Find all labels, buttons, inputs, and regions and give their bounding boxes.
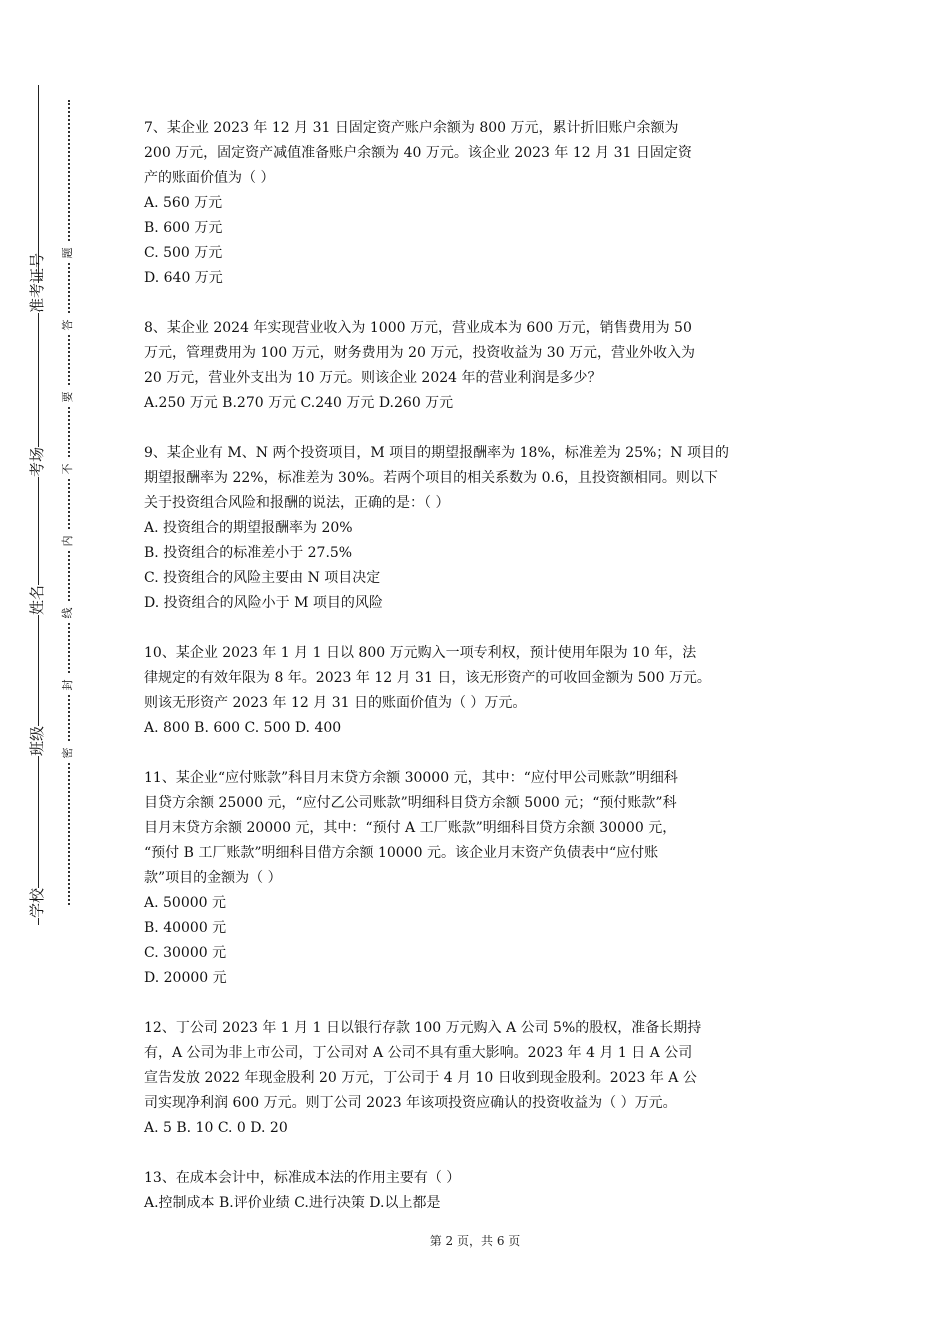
question-13 [144, 1166, 816, 1216]
margin-solid-line [38, 85, 39, 925]
margin-field-name: 姓名 [22, 585, 52, 615]
option-a: A. 50000 元 [144, 895, 226, 911]
question-line: 200 万元，固定资产减值准备账户余额为 40 万元。该企业 2023 年 12 月 31 日固定资 [144, 145, 692, 161]
question-line: 11、某企业“应付账款”科目月末贷方余额 30000 元，其中：“应付甲公司账款”明细科 [144, 770, 678, 786]
seal-char-nei: 内 [61, 531, 75, 551]
seal-char-yao: 要 [61, 387, 75, 407]
question-line: 8、某企业 2024 年实现营业收入为 1000 万元，营业成本为 600 万元，销售费用为 50 [144, 320, 692, 336]
question-line: 司实现净利润 600 万元。则丁公司 2023 年该项投资应确认的投资收益为（ ）万元。 [144, 1095, 677, 1111]
question-line: “预付 B 工厂账款”明细科目借方余额 10000 元。该企业月末资产负债表中“应付账 [144, 845, 659, 861]
seal-char-da: 答 [61, 315, 75, 335]
question-line: 9、某企业有 M、N 两个投资项目，M 项目的期望报酬率为 18%，标准差为 25%；N 项目的 [144, 445, 730, 461]
options-inline: A.250 万元 B.270 万元 C.240 万元 D.260 万元 [144, 395, 454, 411]
question-line: 则该无形资产 2023 年 12 月 31 日的账面价值为（ ）万元。 [144, 695, 527, 711]
question-line: 期望报酬率为 22%，标准差为 30%。若两个项目的相关系数为 0.6，且投资额相同。则以下 [144, 470, 718, 486]
seal-char-mi: 密 [61, 743, 75, 763]
seal-char-bu: 不 [61, 459, 75, 479]
seal-char-xian: 线 [61, 603, 75, 623]
option-d: D. 640 万元 [144, 270, 223, 286]
question-10 [144, 641, 816, 741]
option-b: B. 40000 元 [144, 920, 227, 936]
question-line: 产的账面价值为（ ） [144, 170, 275, 186]
question-line: 宣告发放 2022 年现金股利 20 万元，丁公司于 4 月 10 日收到现金股利。2023 年 A 公 [144, 1070, 697, 1086]
question-11 [144, 766, 816, 991]
option-c: C. 投资组合的风险主要由 N 项目决定 [144, 570, 381, 586]
page-number: 第 2 页，共 6 页 [429, 1234, 521, 1248]
binding-margin [0, 0, 120, 1344]
option-a: A. 投资组合的期望报酬率为 20% [144, 520, 353, 536]
question-12 [144, 1016, 816, 1141]
option-b: B. 投资组合的标准差小于 27.5% [144, 545, 353, 561]
option-b: B. 600 万元 [144, 220, 223, 236]
question-line: 有，A 公司为非上市公司，丁公司对 A 公司不具有重大影响。2023 年 4 月 1 日 A 公司 [144, 1045, 693, 1061]
margin-field-exam-room: 考场 [22, 447, 52, 477]
option-a: A. 560 万元 [144, 195, 223, 211]
options-inline: A. 5 B. 10 C. 0 D. 20 [144, 1120, 288, 1136]
seal-char-feng: 封 [61, 675, 75, 695]
option-d: D. 投资组合的风险小于 M 项目的风险 [144, 595, 383, 611]
question-8 [144, 316, 816, 416]
option-c: C. 30000 元 [144, 945, 227, 961]
question-line: 7、某企业 2023 年 12 月 31 日固定资产账户余额为 800 万元，累计折旧账户余额为 [144, 120, 679, 136]
option-d: D. 20000 元 [144, 970, 227, 986]
question-line: 目月末贷方余额 20000 元，其中：“预付 A 工厂账款”明细科目贷方余额 30000 元， [144, 820, 677, 836]
margin-field-school: 学校 [22, 888, 52, 918]
exam-content [144, 116, 816, 1241]
question-line: 万元，管理费用为 100 万元，财务费用为 20 万元，投资收益为 30 万元，营业外收入为 [144, 345, 696, 361]
seal-char-ti: 题 [61, 243, 75, 263]
option-c: C. 500 万元 [144, 245, 223, 261]
margin-dotted-seal-line [68, 100, 70, 905]
margin-field-exam-number: 准考证号 [22, 283, 52, 313]
question-line: 目贷方余额 25000 元，“应付乙公司账款”明细科目贷方余额 5000 元；“预付账款”科 [144, 795, 677, 811]
question-7 [144, 116, 816, 291]
question-line: 20 万元，营业外支出为 10 万元。则该企业 2024 年的营业利润是多少？ [144, 370, 602, 386]
question-line: 10、某企业 2023 年 1 月 1 日以 800 万元购入一项专利权，预计使用年限为 10 年，法 [144, 645, 697, 661]
question-line: 款”项目的金额为（ ） [144, 870, 282, 886]
question-line: 律规定的有效年限为 8 年。2023 年 12 月 31 日，该无形资产的可收回金额为 500 万元。 [144, 670, 711, 686]
question-line: 13、在成本会计中，标准成本法的作用主要有（ ） [144, 1170, 461, 1186]
options-inline: A.控制成本 B.评价业绩 C.进行决策 D.以上都是 [144, 1195, 441, 1211]
question-line: 12、丁公司 2023 年 1 月 1 日以银行存款 100 万元购入 A 公司 5%的股权，准备长期持 [144, 1020, 702, 1036]
margin-field-class: 班级 [22, 726, 52, 756]
question-9 [144, 441, 816, 616]
options-inline: A. 800 B. 600 C. 500 D. 400 [144, 720, 342, 736]
question-line: 关于投资组合风险和报酬的说法，正确的是：（ ） [144, 495, 450, 511]
